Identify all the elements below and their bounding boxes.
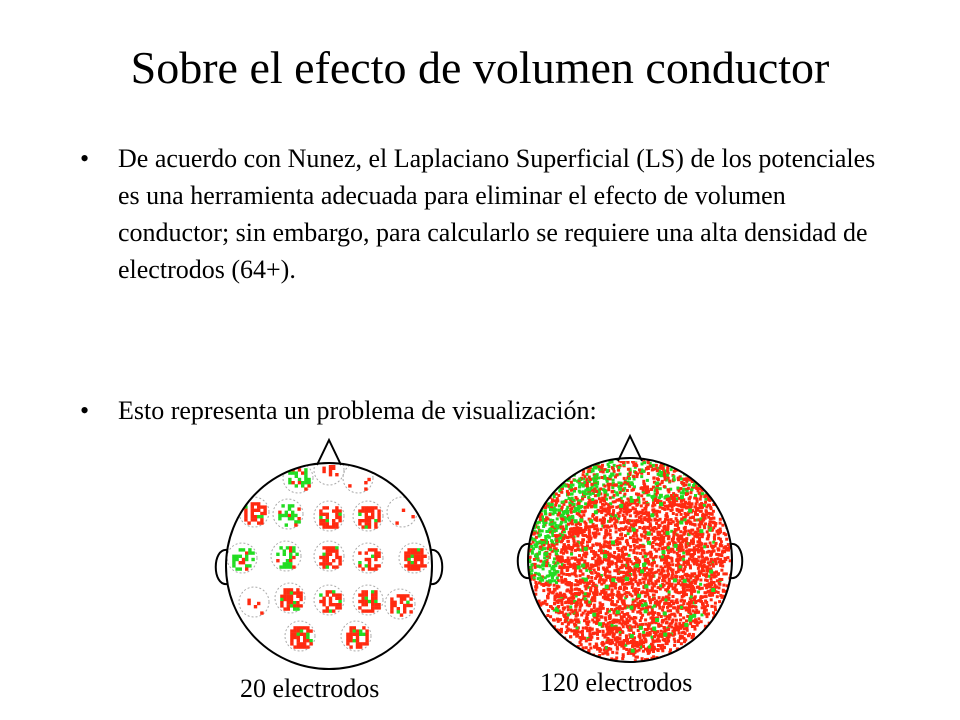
- head-map-20-electrodes: [216, 440, 443, 669]
- electrode-disc: [353, 501, 383, 531]
- electrode-disc: [285, 621, 315, 651]
- electrode-disc: [353, 585, 383, 615]
- bullet-dot: •: [80, 144, 90, 173]
- slide-title: Sobre el efecto de volumen conductor: [130, 42, 830, 93]
- electrode-disc: [387, 497, 417, 527]
- electrode-disc: [314, 585, 344, 615]
- electrode-disc: [275, 583, 305, 613]
- nose-icon: [317, 440, 341, 465]
- electrode-disc: [227, 543, 257, 573]
- caption-20-electrodes: 20 electrodos: [240, 674, 380, 703]
- electrode-disc: [314, 501, 344, 531]
- electrode-grid-20: [227, 455, 429, 651]
- electrode-disc: [353, 543, 383, 573]
- head-map-120-electrodes: [518, 436, 743, 666]
- electrode-disc: [273, 499, 303, 529]
- electrode-disc: [239, 497, 269, 527]
- caption-120-electrodes: 120 electrodos: [540, 668, 693, 697]
- electrode-disc: [239, 587, 269, 617]
- electrode-disc: [271, 541, 301, 571]
- bullet-text: De acuerdo con Nunez, el Laplaciano Superficial (LS) de los potenciales es una herramienta adecuada para eliminar el efecto de volumen conductor; sin embargo, para calcularlo se requiere una alta densidad de electrodos (64+).: [118, 144, 876, 284]
- electrode-disc: [385, 589, 415, 619]
- electrode-disc: [399, 543, 429, 573]
- bullet-text: Esto representa un problema de visualización:: [118, 396, 597, 425]
- electrode-disc: [341, 621, 371, 651]
- bullet-dot: •: [80, 396, 90, 425]
- electrode-disc: [314, 541, 344, 571]
